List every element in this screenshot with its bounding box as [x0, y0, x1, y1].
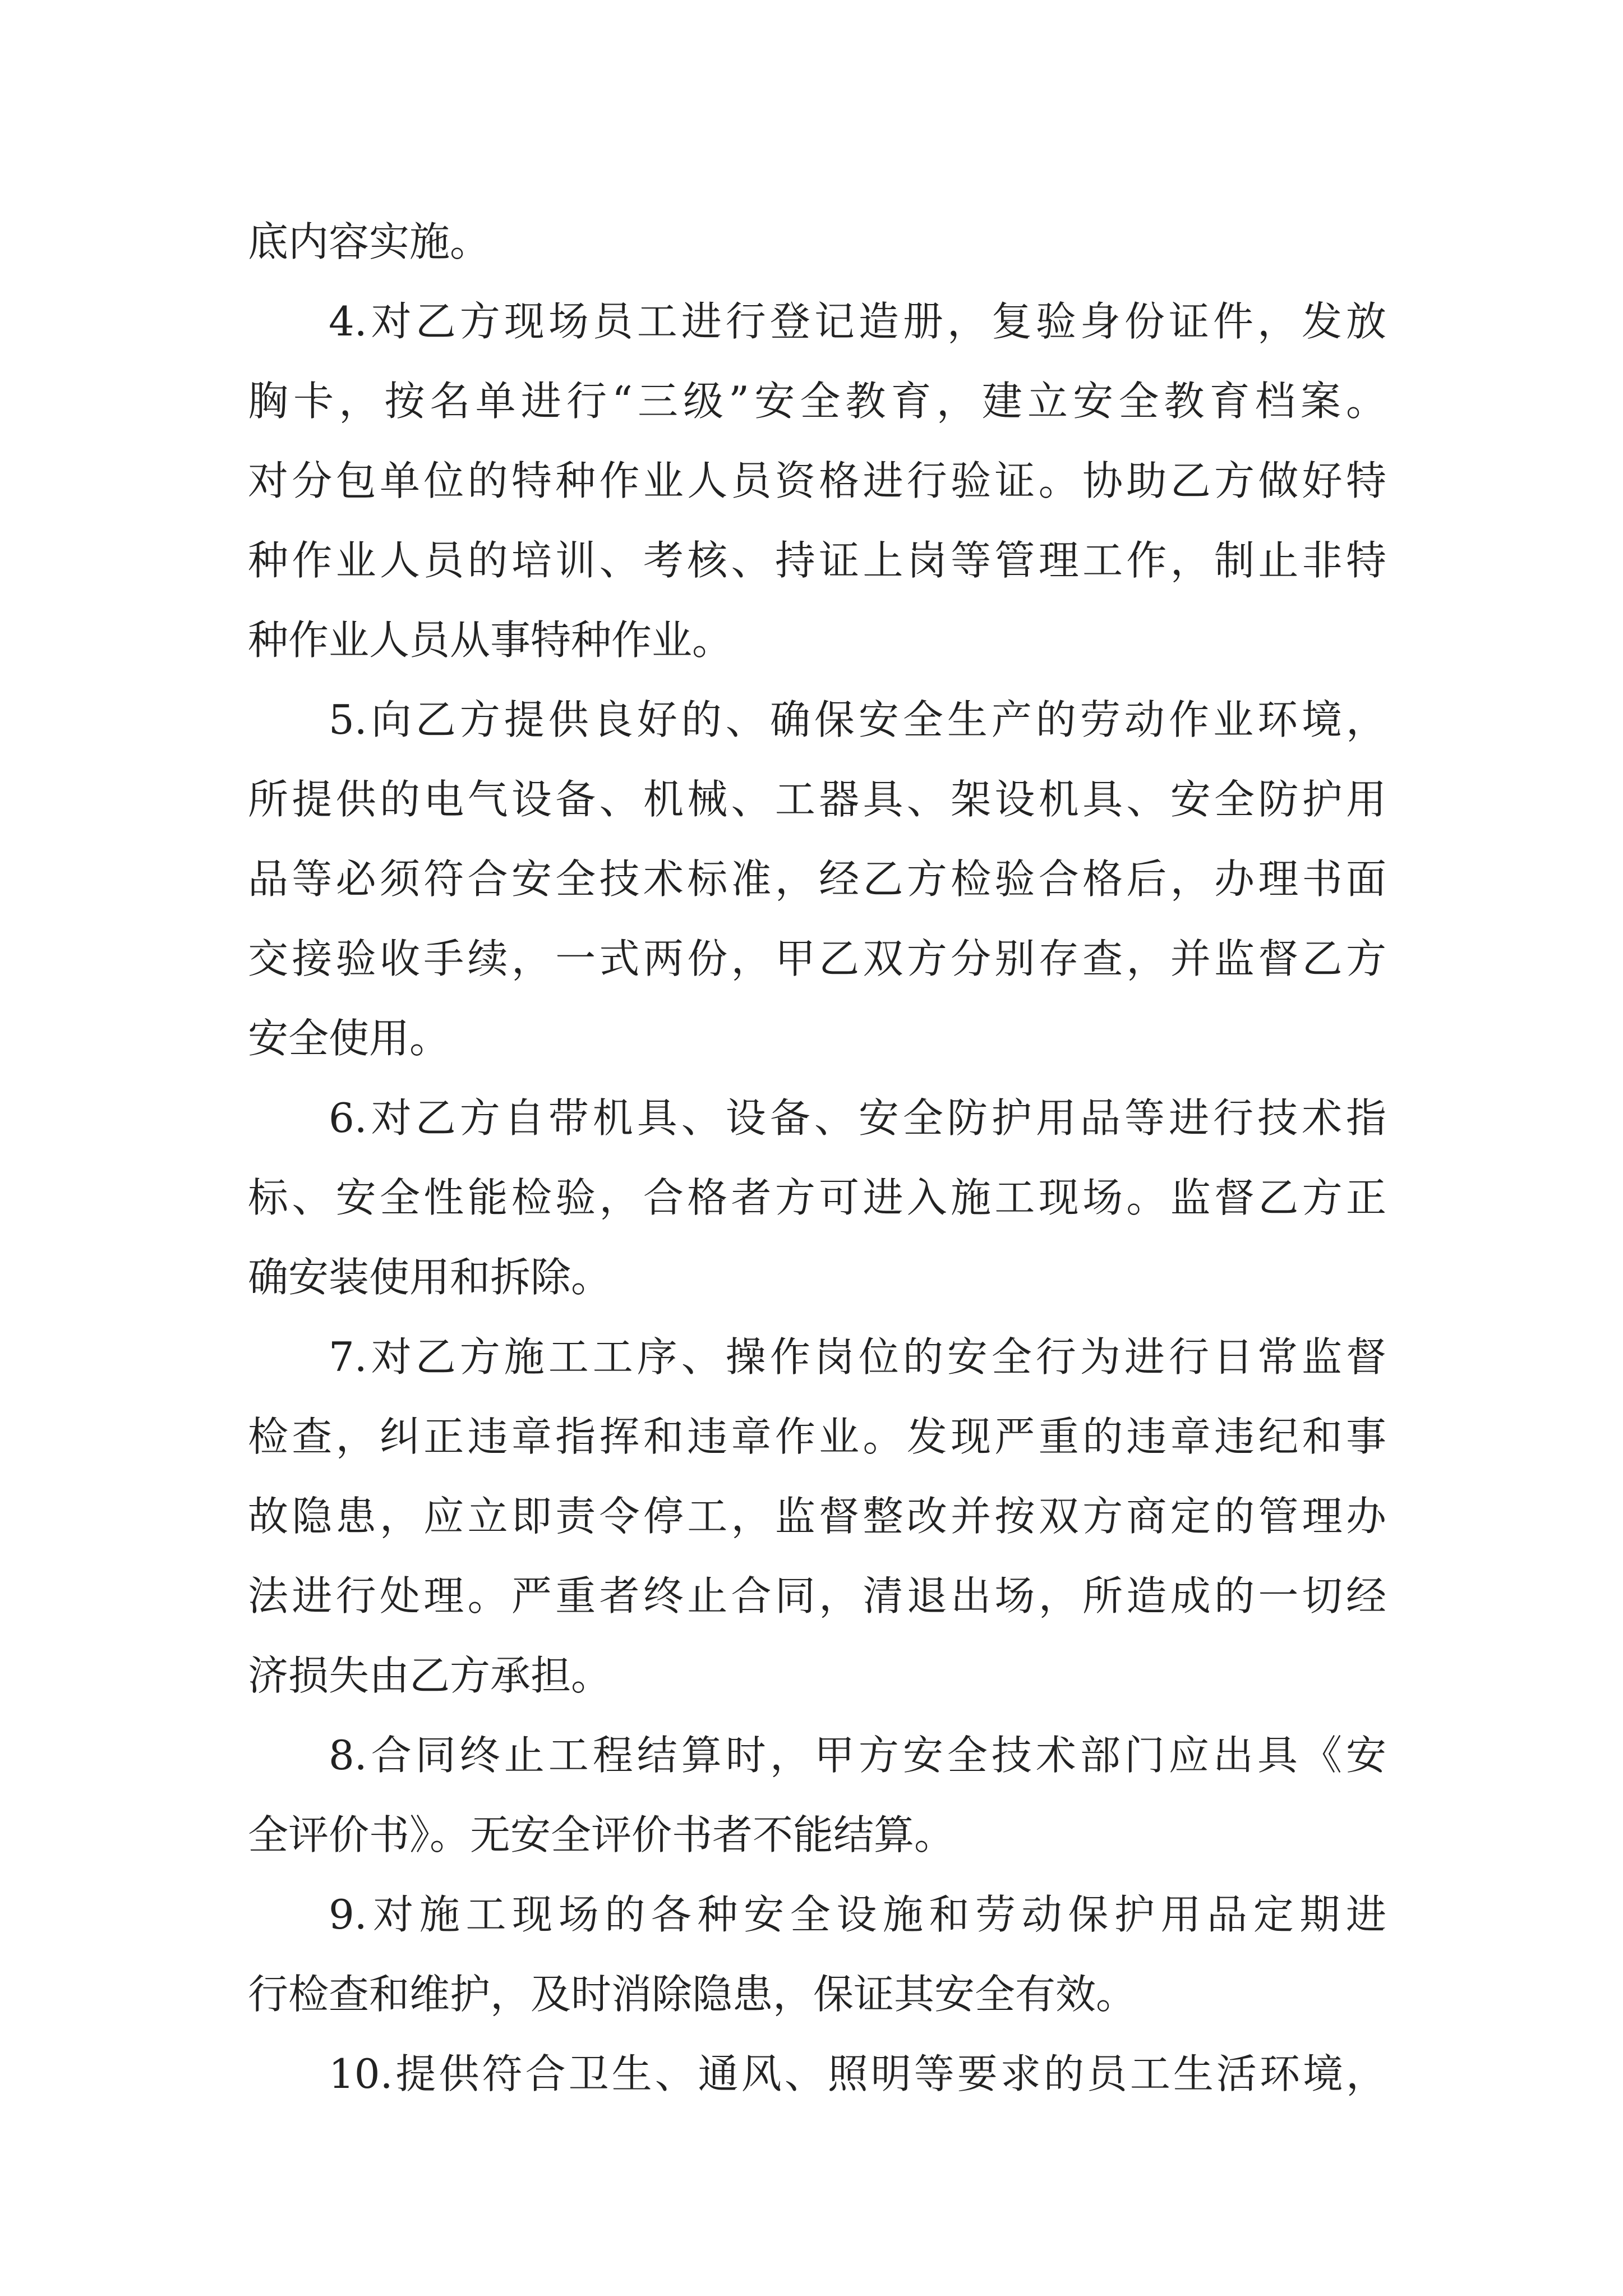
text-line: 对分包单位的特种作业人员资格进行验证。协助乙方做好特: [248, 457, 1386, 504]
paragraph-first-line: 9.对施工现场的各种安全设施和劳动保护用品定期进: [329, 1891, 1386, 1938]
text-line: 胸卡，按名单进行“三级”安全教育，建立安全教育档案。: [248, 378, 1386, 425]
paragraph-first-line: 6.对乙方自带机具、设备、安全防护用品等进行技术指: [329, 1094, 1386, 1142]
paragraph-first-line: 5.向乙方提供良好的、确保安全生产的劳动作业环境，: [329, 696, 1386, 743]
paragraph-first-line: 4.对乙方现场员工进行登记造册，复验身份证件，发放: [329, 298, 1386, 345]
text-line: 种作业人员的培训、考核、持证上岗等管理工作，制止非特: [248, 537, 1386, 584]
paragraph-first-line: 7.对乙方施工工序、操作岗位的安全行为进行日常监督: [329, 1333, 1386, 1381]
text-line: 品等必须符合安全技术标准，经乙方检验合格后，办理书面: [248, 855, 1386, 903]
text-line: 所提供的电气设备、机械、工器具、架设机具、安全防护用: [248, 776, 1386, 823]
text-line: 行检查和维护，及时消除隐患，保证其安全有效。: [248, 1971, 1137, 2018]
text-line: 安全使用。: [248, 1015, 450, 1062]
text-line: 确安装使用和拆除。: [248, 1254, 612, 1301]
text-line: 故隐患，应立即责令停工，监督整改并按双方商定的管理办: [248, 1493, 1386, 1540]
paragraph-first-line: 8.合同终止工程结算时，甲方安全技术部门应出具《安: [329, 1732, 1386, 1779]
text-line: 交接验收手续，一式两份，甲乙双方分别存查，并监督乙方: [248, 935, 1386, 982]
text-line: 底内容实施。: [248, 218, 491, 265]
text-line: 法进行处理。严重者终止合同，清退出场，所造成的一切经: [248, 1572, 1386, 1619]
text-line: 种作业人员从事特种作业。: [248, 616, 733, 664]
paragraph-first-line: 10.提供符合卫生、通风、照明等要求的员工生活环境，: [329, 2050, 1386, 2097]
text-line: 检查，纠正违章指挥和违章作业。发现严重的违章违纪和事: [248, 1413, 1386, 1460]
text-line: 标、安全性能检验，合格者方可进入施工现场。监督乙方正: [248, 1174, 1386, 1221]
text-line: 全评价书》。无安全评价书者不能结算。: [248, 1811, 955, 1858]
body-text: [248, 202, 1386, 2114]
text-line: 济损失由乙方承担。: [248, 1652, 612, 1699]
